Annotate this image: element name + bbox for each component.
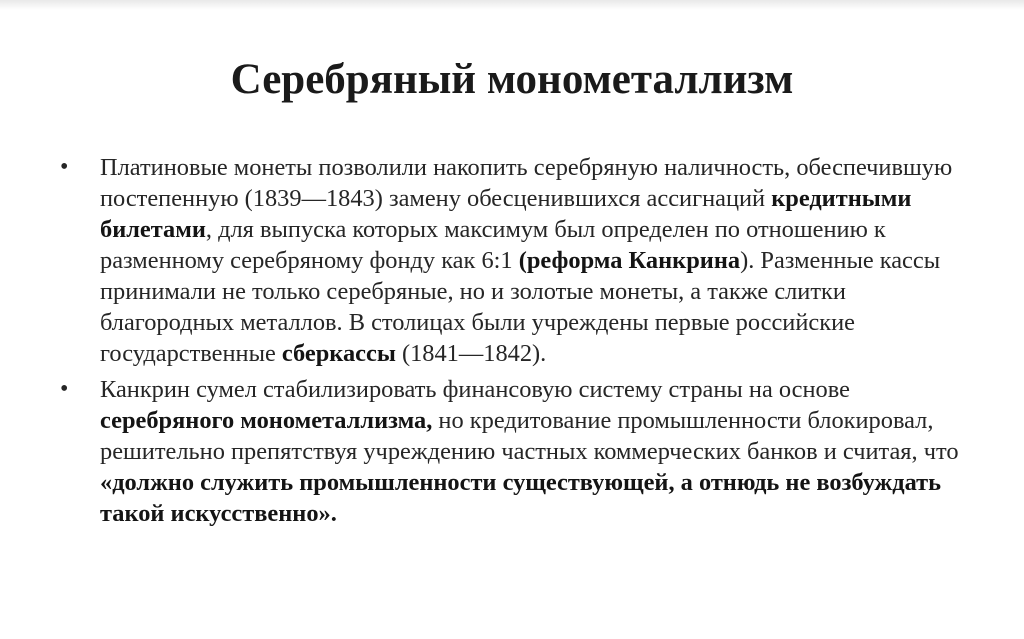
- bold-term-savings-banks: сберкассы: [281, 340, 396, 367]
- text-run: , для выпуска которых максимум был определен по отношению к разменному серебряному фонду как 6:1: [100, 216, 886, 274]
- bold-term-kankrin-reform: (реформа Канкрина: [518, 247, 741, 274]
- bullet-list: [60, 152, 980, 534]
- bullet-item-2: [60, 374, 980, 529]
- bullet-text: [100, 374, 980, 529]
- bold-quote: «должно служить промышленности существующей, а отнюдь не возбуждать такой искусственно».: [100, 469, 942, 527]
- bold-term-credit-notes: кредитными билетами: [100, 185, 912, 243]
- bullet-marker: •: [60, 154, 69, 180]
- bullet-item-1: [60, 152, 980, 369]
- text-run: Платиновые монеты позволили накопить серебряную наличность, обеспечившую постепенную (1839—1843) замену обесценившихся ассигнаций: [100, 154, 953, 212]
- bullet-text: [100, 152, 980, 369]
- text-run: Канкрин сумел стабилизировать финансовую систему страны на основе: [100, 376, 850, 403]
- bullet-marker: •: [60, 376, 69, 402]
- text-run: ). Разменные кассы принимали не только серебряные, но и золотые монеты, а также слитки благородных металлов. В столицах были учреждены первые российские государственные: [100, 247, 941, 367]
- bold-term-silver-monometallism: серебряного монометаллизма,: [100, 407, 433, 434]
- text-run: (1841—1842).: [395, 340, 547, 367]
- slide-title: Серебряный монометаллизм: [230, 56, 794, 103]
- slide-top-shade: [0, 0, 1024, 10]
- text-run: но кредитование промышленности блокировал, решительно препятствуя учреждению частных коммерческих банков и считая, что: [100, 407, 959, 465]
